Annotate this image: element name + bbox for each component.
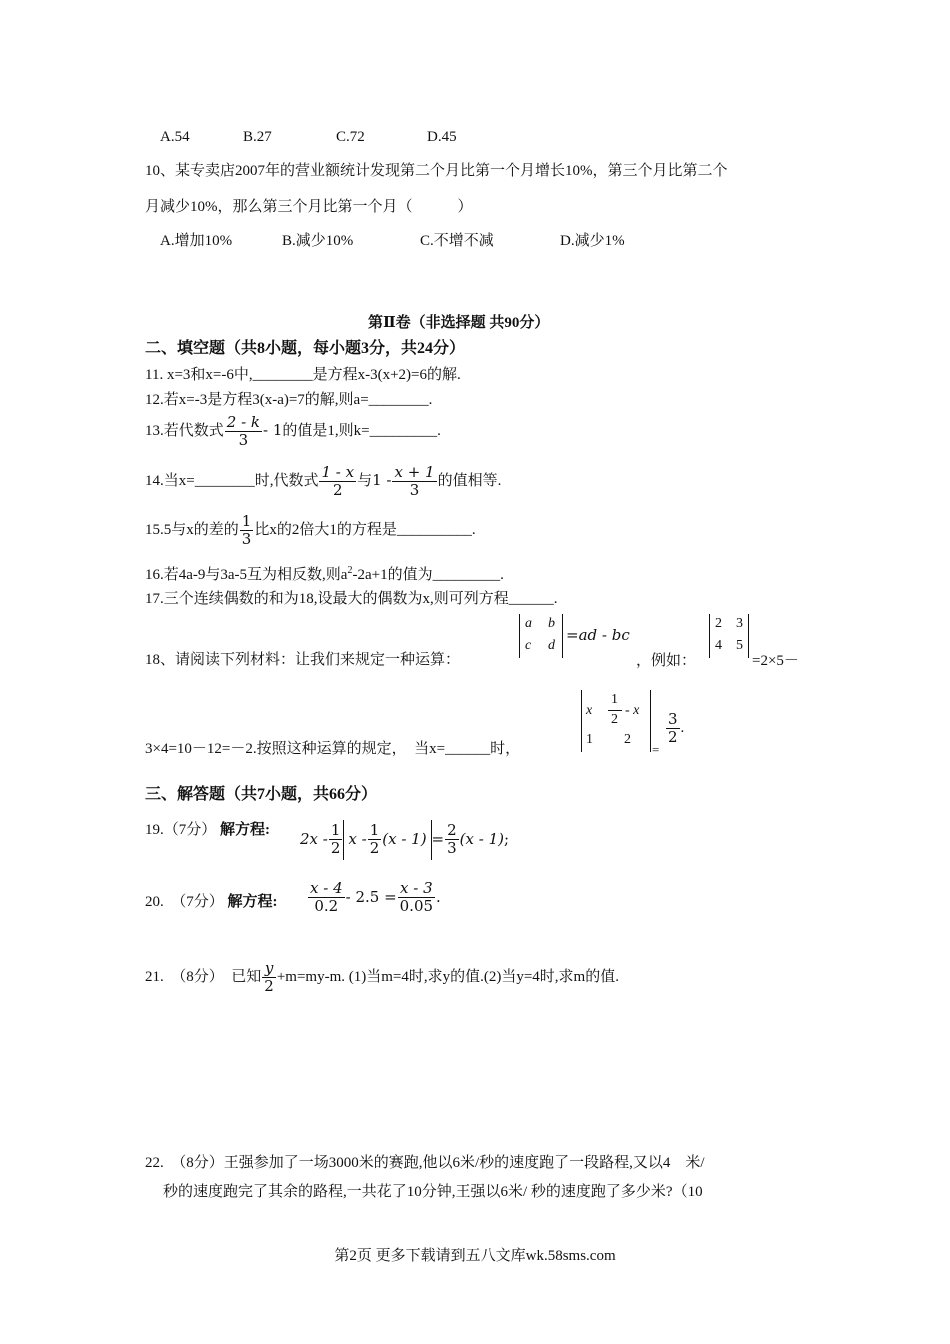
q16 [145, 565, 504, 584]
q15-fraction [240, 513, 254, 549]
q19-rhs-num: 2 [447, 821, 457, 839]
q19-rhs-frac [445, 822, 459, 858]
q13-prefix: 13.若代数式 [145, 423, 224, 440]
q16-sup: 2 [347, 565, 353, 576]
q9-option-a: A.54 [160, 129, 190, 145]
q17: 17.三个连续偶数的和为18,设最大的偶数为x,则可列方程______. [145, 591, 558, 607]
q20-f2-den: 0.05 [399, 897, 434, 916]
q14-one: 1 - [372, 471, 392, 490]
q18-example-label: ，例如： [636, 653, 697, 669]
q14-f1-den: 2 [333, 481, 343, 500]
q18-def-rhs: =ad - bc [566, 626, 630, 644]
q13 [145, 414, 441, 450]
q18-q-two: 2 [624, 732, 631, 747]
q12: 12.若x=-3是方程3(x-a)=7的解,则a=________. [145, 392, 433, 408]
q19 [145, 821, 270, 839]
q15-suffix: 比x的2倍大1的方程是__________. [254, 522, 476, 539]
q13-fraction [225, 414, 262, 450]
q20-frac-1 [308, 880, 345, 916]
q20-label: 20. （7分） [145, 894, 224, 910]
q18-ex-b: 3 [736, 616, 743, 631]
q18-rhs-den: 2 [668, 728, 678, 747]
q10-option-a: A.增加10% [160, 233, 233, 249]
q13-fraction-num: 2 - k [226, 413, 261, 431]
q19-inner2: (x - 1) [382, 829, 427, 848]
q14-f1-num: 1 - x [321, 463, 355, 481]
q19-rhs: (x - 1) [459, 829, 504, 848]
q18-q-x: x [586, 703, 593, 718]
q16-text2: -2a+1的值为_________. [352, 567, 504, 583]
q16-text1: 16.若4a-9与3a-5互为相反数,则a [145, 567, 348, 583]
q18-det-b: b [548, 616, 555, 631]
q20-f1-num: x - 4 [310, 879, 343, 897]
q18-intro: 18、请阅读下列材料：让我们来规定一种运算： [145, 652, 461, 668]
q19-half-num: 1 [330, 821, 341, 839]
q15-prefix: 15.5与x的差的 [145, 522, 239, 539]
q19-brackets [343, 820, 431, 860]
q14-suffix: 的值相等. [437, 473, 502, 490]
q18-def-determinant [519, 614, 563, 658]
section3-title: 三、解答题（共7小题，共66分） [145, 786, 378, 803]
page-footer: 第2页 更多下载请到五八文库wk.58sms.com [334, 1248, 616, 1264]
part2-title: 第Ⅱ卷（非选择题 共90分） [368, 315, 550, 331]
q18-q-end: . [680, 720, 685, 737]
q14-f2-num: x + 1 [394, 463, 435, 481]
q18-example-determinant [709, 614, 749, 658]
q14-f2-den: 3 [409, 481, 420, 500]
q18-q-eq: = [652, 742, 660, 757]
q15-den: 3 [241, 530, 252, 549]
q18-det-c: c [525, 638, 532, 653]
q10-option-b: B.减少10% [282, 233, 354, 249]
q18-q-one: 1 [586, 732, 593, 747]
q18-q-rhs [665, 711, 684, 747]
q21-fraction [262, 960, 276, 996]
q10-line2: 月减少10%，那么第三个月比第一个月（ ） [145, 199, 473, 215]
q19-lhs: 2x - [300, 829, 328, 848]
q18-ex-a: 2 [715, 616, 722, 631]
q10-option-d: D.减少1% [560, 233, 625, 249]
q18-example-rhs: =2×5－ [752, 653, 799, 669]
q13-fraction-den: 3 [238, 431, 249, 450]
q20-f1-den: 0.2 [314, 897, 339, 916]
q20-f2-num: x - 3 [398, 880, 435, 898]
q21-label: 21. （8分） [145, 969, 232, 986]
q19-inner-num: 1 [369, 821, 380, 839]
q10-line1: 10、某专卖店2007年的营业额统计发现第二个月比第一个月增长10%，第三个月比第二个 [145, 163, 728, 179]
q19-half [329, 822, 343, 858]
q19-inner1: x - [348, 829, 367, 848]
q20-end: . [436, 887, 441, 906]
q18-q-half-bar [608, 710, 622, 711]
q18-rhs-fraction [666, 711, 680, 747]
q15 [145, 513, 476, 549]
q19-bold: 解方程: [220, 822, 271, 838]
q19-end: ; [503, 829, 510, 848]
q18-rhs-num: 3 [668, 710, 678, 728]
q21-prefix: 已知 [231, 969, 262, 986]
q22-line1: 22. （8分）王强参加了一场3000米的赛跑,他以6米/秒的速度跑了一段路程,又以4 米/ [145, 1155, 705, 1171]
q10-option-c: C.不增不减 [420, 233, 494, 249]
q14-fraction-2 [392, 464, 436, 500]
q19-inner-den: 2 [369, 839, 380, 858]
q20-frac-2 [398, 880, 435, 916]
q18-q-half-num: 1 [611, 692, 618, 707]
q18-question-determinant [581, 690, 651, 752]
q21-suffix: +m=my-m. (1)当m=4时,求y的值.(2)当y=4时,求m的值. [276, 969, 619, 986]
q18-ex-d: 5 [736, 638, 743, 653]
q18-q-minus-x: - x [625, 703, 640, 718]
q20-bold: 解方程: [227, 894, 278, 910]
q21-num: y [262, 960, 276, 978]
q18-det-a: a [525, 616, 532, 631]
q14-prefix: 14.当x=________时,代数式 [145, 473, 319, 490]
q19-inner-frac [368, 822, 382, 858]
q21 [145, 960, 619, 996]
q14-mid: 与 [357, 473, 373, 490]
q14 [145, 464, 501, 500]
q15-num: 1 [241, 512, 252, 530]
q20-mid: - 2.5 = [345, 887, 397, 906]
q18-ex-c: 4 [715, 638, 722, 653]
q11: 11. x=3和x=-6中,________是方程x-3(x+2)=6的解. [145, 367, 461, 383]
q9-option-d: D.45 [427, 129, 457, 145]
q19-equation [300, 820, 509, 860]
q21-den: 2 [264, 977, 274, 996]
q13-minus: - 1 [263, 421, 283, 440]
q18-line2: 3×4=10－12=－2.按照这种运算的规定， 当x=______时， [145, 741, 521, 757]
q19-label: 19.（7分） [145, 822, 217, 838]
q18-q-half-den: 2 [611, 712, 618, 727]
q9-option-b: B.27 [243, 129, 272, 145]
q9-option-c: C.72 [336, 129, 365, 145]
section2-title: 二、填空题（共8小题，每小题3分，共24分） [145, 340, 466, 357]
q20 [145, 893, 278, 911]
q19-half-den: 2 [330, 839, 341, 858]
q22-line2: 秒的速度跑完了其余的路程,一共花了10分钟,王强以6米/ 秒的速度跑了多少米?（10 [163, 1184, 703, 1200]
q13-suffix: 的值是1,则k=_________. [282, 423, 441, 440]
q18-det-d: d [548, 638, 555, 653]
q19-rhs-den: 3 [447, 839, 457, 858]
q19-eq: = [431, 829, 445, 848]
q20-equation [307, 880, 441, 916]
q14-fraction-1 [319, 464, 356, 500]
